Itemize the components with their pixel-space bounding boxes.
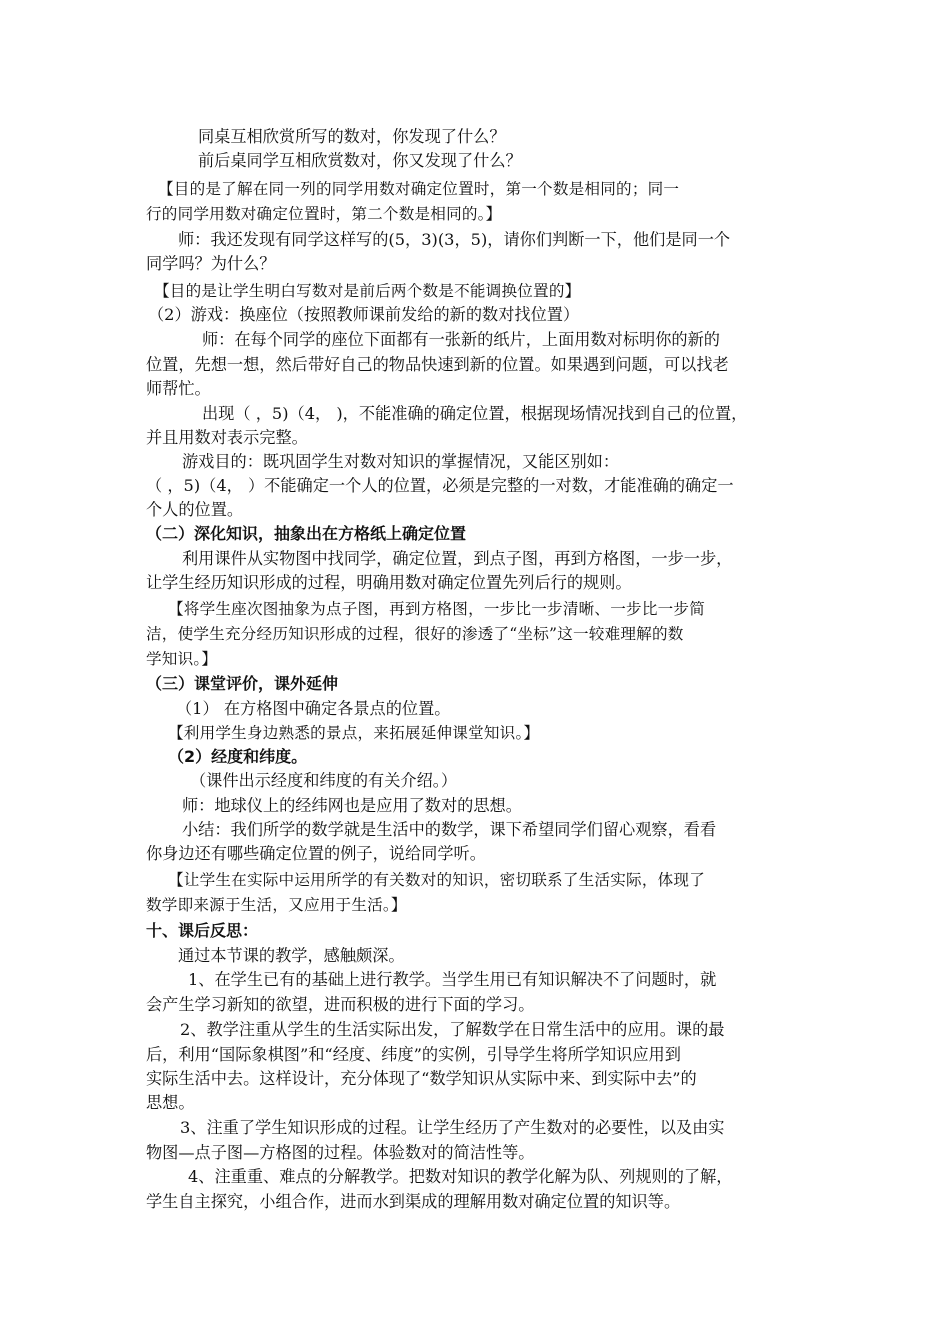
text-line: 师帮忙。 bbox=[146, 379, 211, 398]
section-heading: （二）深化知识，抽象出在方格纸上确定位置 bbox=[146, 524, 467, 543]
annotation-line: 【让学生在实际中运用所学的有关数对的知识，密切联系了生活实际，体现了 bbox=[168, 871, 705, 889]
text-line: 小结：我们所学的数学就是生活中的数学，课下希望同学们留心观察，看看 bbox=[182, 820, 717, 839]
text-line: 并且用数对表示完整。 bbox=[146, 428, 308, 447]
text-line: 3、注重了学生知识形成的过程。让学生经历了产生数对的必要性，以及由实 bbox=[180, 1118, 725, 1137]
text-line: 思想。 bbox=[146, 1093, 195, 1112]
text-line: 个人的位置。 bbox=[146, 500, 244, 519]
text-line: 师：地球仪上的经纬网也是应用了数对的思想。 bbox=[182, 796, 522, 815]
text-line: 游戏目的：既巩固学生对数对知识的掌握情况，又能区别如： bbox=[182, 452, 620, 471]
text-line: （2）游戏：换座位（按照教师课前发给的新的数对找位置） bbox=[148, 305, 580, 324]
text-line: 同桌互相欣赏所写的数对，你发现了什么？ bbox=[198, 127, 506, 146]
text-line: 师：在每个同学的座位下面都有一张新的纸片，上面用数对标明你的新的 bbox=[202, 330, 720, 349]
section-heading: （三）课堂评价，课外延伸 bbox=[146, 674, 339, 693]
text-line: 你身边还有哪些确定位置的例子，说给同学听。 bbox=[146, 844, 486, 863]
text-line: 4、注重重、难点的分解教学。把数对知识的教学化解为队、列规则的了解， bbox=[188, 1167, 733, 1186]
text-line: 2、教学注重从学生的生活实际出发，了解数学在日常生活中的应用。课的最 bbox=[180, 1020, 725, 1039]
text-line: （课件出示经度和纬度的有关介绍。） bbox=[190, 771, 458, 790]
text-line: 师：我还发现有同学这样写的(5，3)(3，5)，请你们判断一下，他们是同一个 bbox=[178, 230, 731, 249]
section-heading: （2）经度和纬度。 bbox=[168, 747, 308, 766]
text-line: 学生自主探究，小组合作，进而水到渠成的理解用数对确定位置的知识等。 bbox=[146, 1192, 681, 1211]
annotation-line: 数学即来源于生活，又应用于生活。】 bbox=[146, 896, 407, 914]
annotation-line: 【目的是让学生明白写数对是前后两个数是不能调换位置的】 bbox=[154, 282, 581, 300]
text-line: 位置，先想一想，然后带好自己的物品快速到新的位置。如果遇到问题，可以找老 bbox=[146, 355, 729, 374]
text-line: 通过本节课的教学，感触颇深。 bbox=[178, 946, 405, 965]
text-line: 1、在学生已有的基础上进行教学。当学生用已有知识解决不了问题时，就 bbox=[188, 970, 717, 989]
section-heading: 十、课后反思： bbox=[146, 921, 259, 940]
text-line: 出现（ ，5)（4， )，不能准确的确定位置，根据现场情况找到自己的位置， bbox=[202, 404, 748, 423]
annotation-line: 【将学生座次图抽象为点子图，再到方格图，一步比一步清晰、一步比一步简 bbox=[168, 600, 705, 618]
annotation-line: 【目的是了解在同一列的同学用数对确定位置时，第一个数是相同的；同一 bbox=[158, 180, 680, 198]
text-line: 前后桌同学互相欣赏数对，你又发现了什么？ bbox=[198, 151, 522, 170]
text-line: 同学吗？为什么？ bbox=[146, 254, 276, 273]
annotation-line: 行的同学用数对确定位置时，第二个数是相同的。】 bbox=[146, 205, 502, 223]
annotation-line: 学知识。】 bbox=[146, 650, 218, 668]
text-line: 实际生活中去。这样设计，充分体现了“数学知识从实际中来、到实际中去”的 bbox=[146, 1069, 697, 1088]
text-line: 让学生经历知识形成的过程，明确用数对确定位置先列后行的规则。 bbox=[146, 573, 632, 592]
annotation-line: 洁，使学生充分经历知识形成的过程，很好的渗透了“坐标”这一较难理解的数 bbox=[146, 625, 684, 643]
text-line: 物图—点子图—方格图的过程。体验数对的简洁性等。 bbox=[146, 1143, 535, 1162]
annotation-line: 【利用学生身边熟悉的景点，来拓展延伸课堂知识。】 bbox=[168, 724, 540, 742]
text-line: 利用课件从实物图中找同学，确定位置，到点子图，再到方格图，一步一步， bbox=[182, 549, 733, 568]
text-line: 后，利用“国际象棋图”和“经度、纬度”的实例，引导学生将所学知识应用到 bbox=[146, 1045, 681, 1064]
text-line: 会产生学习新知的欲望，进而积极的进行下面的学习。 bbox=[146, 995, 535, 1014]
text-line: （1） 在方格图中确定各景点的位置。 bbox=[176, 699, 451, 718]
text-line: （ ，5)（4， ）不能确定一个人的位置，必须是完整的一对数，才能准确的确定一 bbox=[146, 476, 734, 495]
